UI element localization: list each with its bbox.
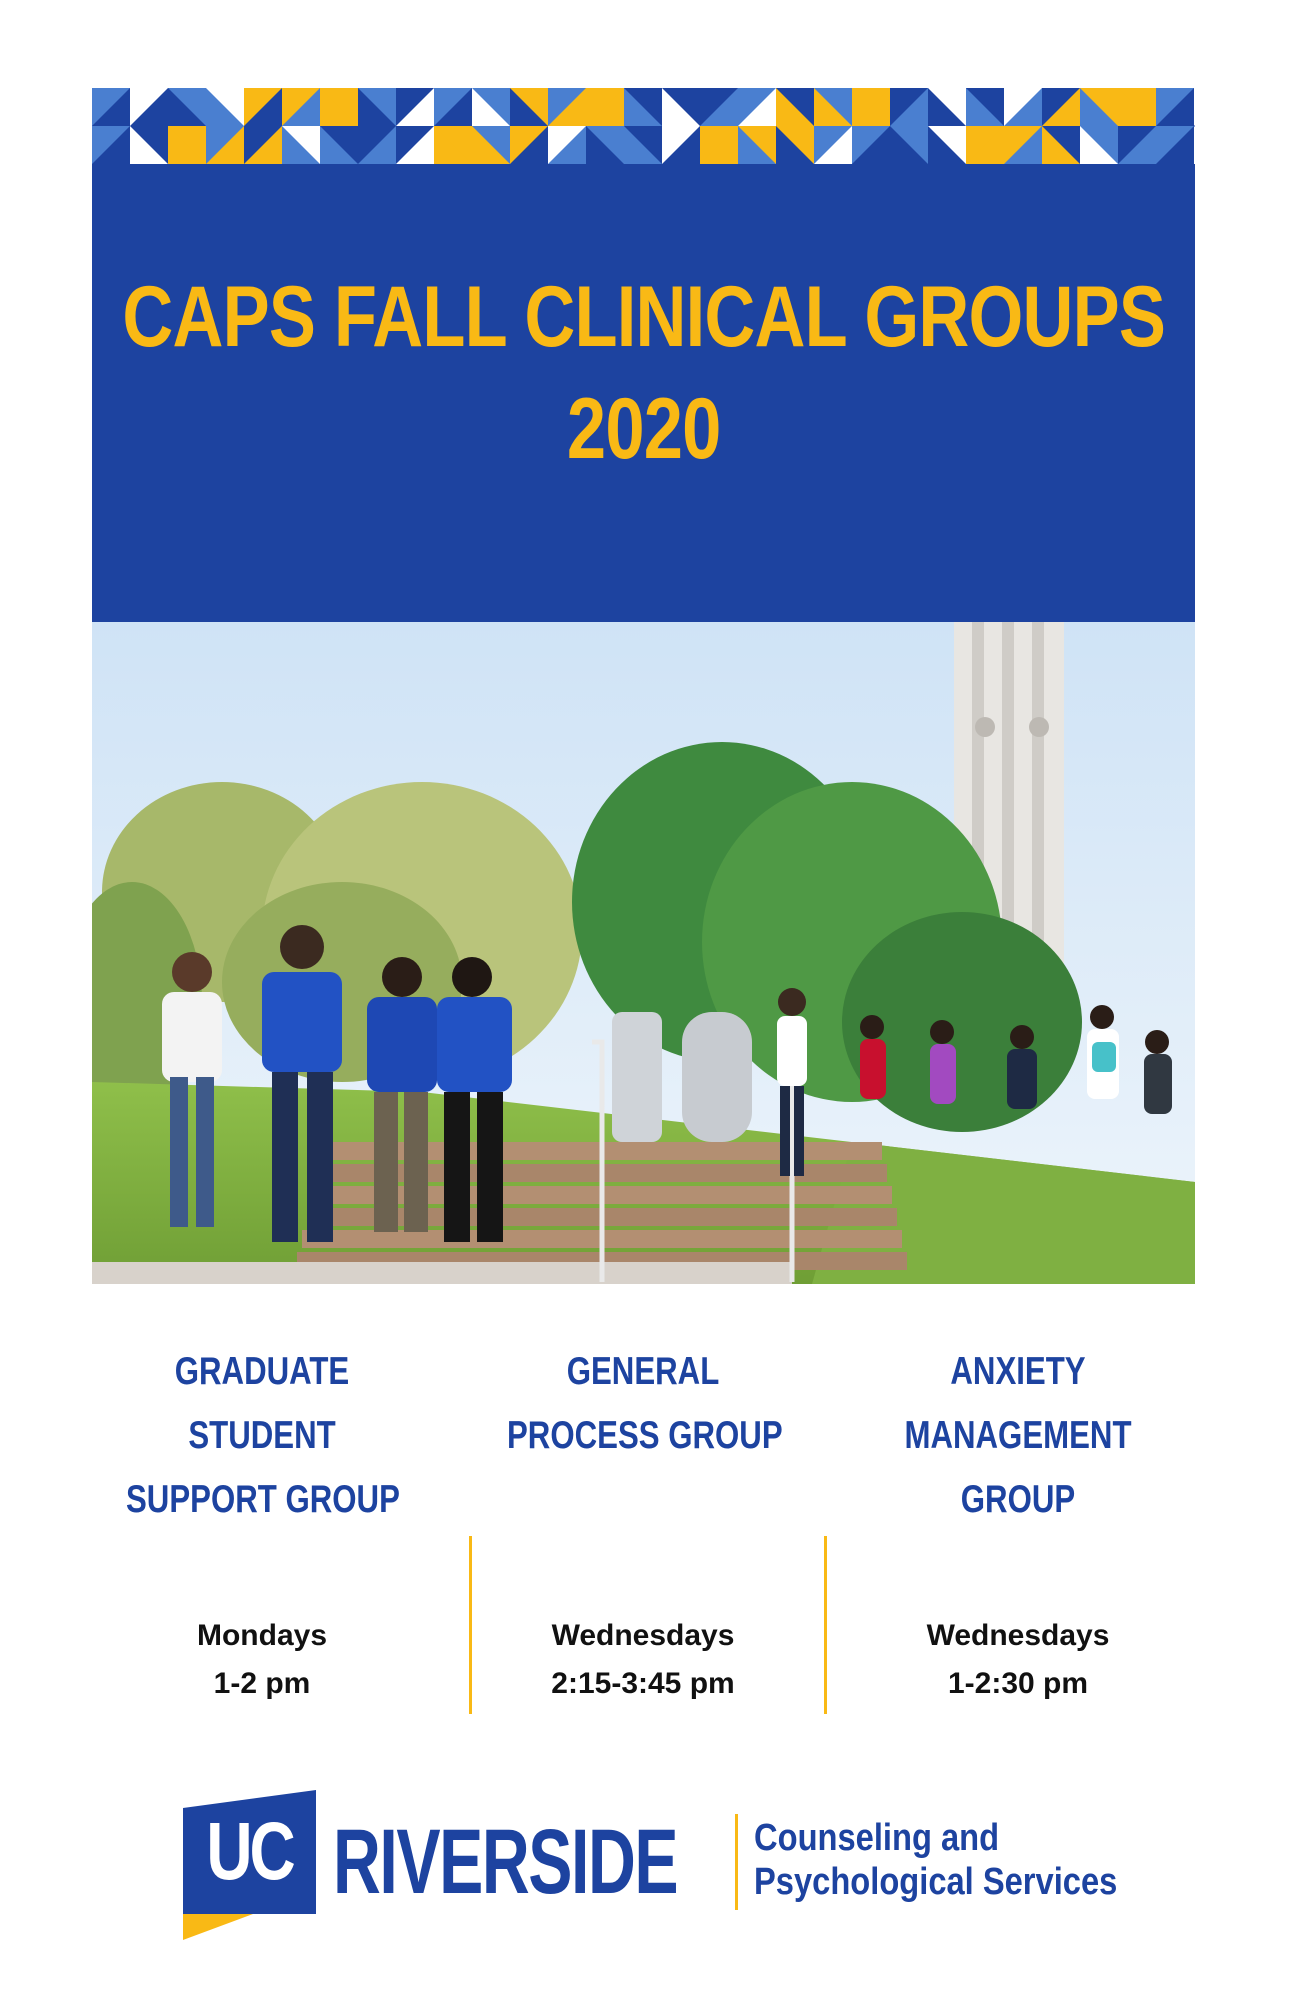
pattern-triangle [1194,126,1195,164]
group-day: Wednesdays [926,1619,1110,1652]
title-banner [92,164,1195,622]
column-divider [824,1536,827,1714]
group-anxiety-management [848,1340,1188,1700]
group-name-line: PROCESS GROUP [507,1414,783,1457]
group-name-line: MANAGEMENT [904,1414,1132,1457]
campus-students-photo-icon [92,622,1195,1284]
page-title [122,261,1165,525]
department-line-1: Counseling and [754,1817,1000,1859]
groups-section [92,1340,1195,1720]
logo-divider [735,1814,738,1910]
campus-photo [92,622,1195,1284]
group-name-line: GENERAL [566,1350,720,1393]
group-schedule [848,1612,1188,1708]
group-name-line: SUPPORT GROUP [126,1478,400,1521]
department-name [754,1816,1117,1904]
group-name-line: GROUP [960,1478,1076,1521]
group-schedule [92,1612,432,1708]
column-divider [469,1536,472,1714]
group-name-line: GRADUATE [174,1350,350,1393]
group-graduate-student-support [92,1340,432,1700]
uc-mark [183,1790,316,1940]
group-name [882,1340,1154,1532]
group-general-process [473,1340,813,1700]
group-day: Wednesdays [551,1619,735,1652]
uc-riverside-logo [183,1790,1143,1940]
geometric-pattern-band [92,88,1195,164]
group-name-line: STUDENT [188,1414,336,1457]
group-time: 2:15-3:45 pm [551,1667,735,1700]
title-line-2: 2020 [566,381,721,477]
title-line-1: CAPS FALL CLINICAL GROUPS [122,269,1165,365]
uc-mark-text: UC [206,1806,293,1897]
department-line-2: Psychological Services [754,1861,1118,1903]
riverside-wordmark: RIVERSIDE [333,1811,678,1913]
group-name-line: ANXIETY [950,1350,1086,1393]
group-time: 1-2 pm [213,1667,311,1700]
group-name [507,1340,783,1468]
group-day: Mondays [196,1619,328,1652]
pattern-tile [1194,88,1195,126]
group-name [126,1340,398,1532]
group-schedule [473,1612,813,1708]
group-time: 1-2:30 pm [947,1667,1089,1700]
